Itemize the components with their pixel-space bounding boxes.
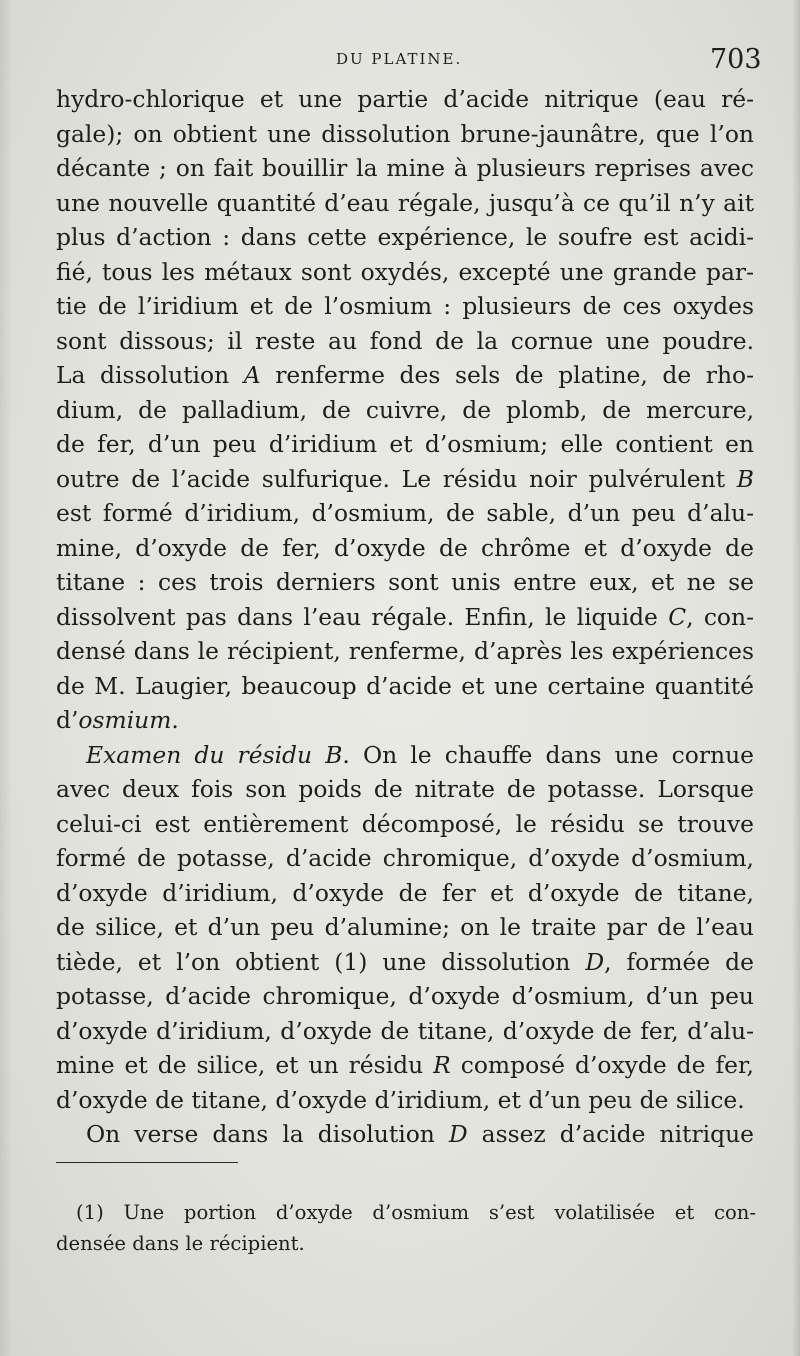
text-line: dium, de palladium, de cuivre, de plomb, de mercure, (56, 395, 754, 424)
italic-text: C (668, 602, 687, 631)
italic-text: B (736, 464, 754, 493)
text-line: potasse, d’acide chromique, d’oxyde d’osmium, d’un peu (56, 982, 754, 1010)
text-line: fié, tous les métaux sont oxydés, excepté une grande par- (56, 257, 754, 286)
text-line: avec deux fois son poids de nitrate de potasse. Lorsque (56, 775, 754, 803)
text-line: tie de l’iridium et de l’osmium : plusieurs de ces oxydes (56, 292, 754, 320)
text-line: hydro-chlorique et une partie d’acide nitrique (eau ré- (56, 85, 754, 113)
text-line: mine et de silice, et un résidu R composé d’oxyde de fer, (56, 1051, 754, 1079)
text-line: de M. Laugier, beaucoup d’acide et une certaine quantité (56, 671, 754, 700)
text-line: densé dans le récipient, renferme, d’après les expériences (56, 637, 754, 665)
italic-text: osmium (78, 706, 172, 734)
text-line: gale); on obtient une dissolution brune-jaunâtre, que l’on (56, 119, 754, 148)
text-line: une nouvelle quantité d’eau régale, jusqu’à ce qu’il n’y ait (56, 188, 754, 217)
text-line: titane : ces trois derniers sont unis entre eux, et ne se (56, 568, 754, 596)
text-line: de fer, d’un peu d’iridium et d’osmium; elle contient en (56, 430, 754, 458)
running-head: DU PLATINE. (336, 50, 463, 68)
footnote-line: (1) Une portion d’oxyde d’osmium s’est volatilisée et con- (76, 1201, 756, 1224)
text-line: d’oxyde d’iridium, d’oxyde de titane, d’oxyde de fer, d’alu- (56, 1016, 754, 1045)
text-line: décante ; on fait bouillir la mine à plusieurs reprises avec (56, 154, 754, 182)
section-heading-line: Examen du résidu B. On le chauffe dans une cornue (86, 740, 754, 769)
text-line-paragraph-end: d’oxyde de titane, d’oxyde d’iridium, et d’un peu de silice. (56, 1085, 745, 1114)
text-line: outre de l’acide sulfurique. Le résidu noir pulvérulent B (56, 464, 754, 493)
footnote (56, 1197, 756, 1259)
text-line: de silice, et d’un peu d’alumine; on le traite par de l’eau (56, 913, 754, 941)
text-line: formé de potasse, d’acide chromique, d’oxyde d’osmium, (56, 844, 754, 872)
page-number: 703 (710, 44, 762, 75)
text-line-paragraph-end: d’osmium. (56, 706, 179, 734)
text-line: dissolvent pas dans l’eau régale. Enfin, le liquide C, con- (56, 602, 754, 631)
footnote-rule (56, 1162, 238, 1163)
italic-text: A (243, 361, 261, 389)
page-edge-shadow (792, 0, 800, 1356)
text-line: d’oxyde d’iridium, d’oxyde de fer et d’oxyde de titane, (56, 878, 754, 907)
italic-text: D (585, 947, 605, 976)
text-line: celui-ci est entièrement décomposé, le résidu se trouve (56, 809, 754, 838)
text-line: On verse dans la disolution D assez d’acide nitrique (86, 1120, 754, 1148)
page-header (0, 44, 800, 80)
text-line: sont dissous; il reste au fond de la cornue une poudre. (56, 326, 754, 355)
body-text (56, 82, 754, 1152)
italic-text: Examen du résidu B (86, 740, 343, 769)
text-line: est formé d’iridium, d’osmium, de sable, d’un peu d’alu- (56, 499, 754, 527)
page-gutter-shadow (0, 0, 12, 1356)
italic-text: D (448, 1120, 468, 1148)
text-line: mine, d’oxyde de fer, d’oxyde de chrôme et d’oxyde de (56, 533, 754, 562)
text-line: La dissolution A renferme des sels de platine, de rho- (56, 361, 755, 389)
footnote-line: densée dans le récipient. (56, 1232, 305, 1255)
text-line: plus d’action : dans cette expérience, le soufre est acidi- (56, 223, 754, 251)
text-line: tiède, et l’on obtient (1) une dissolution D, formée de (56, 947, 754, 976)
italic-text: R (433, 1051, 451, 1079)
